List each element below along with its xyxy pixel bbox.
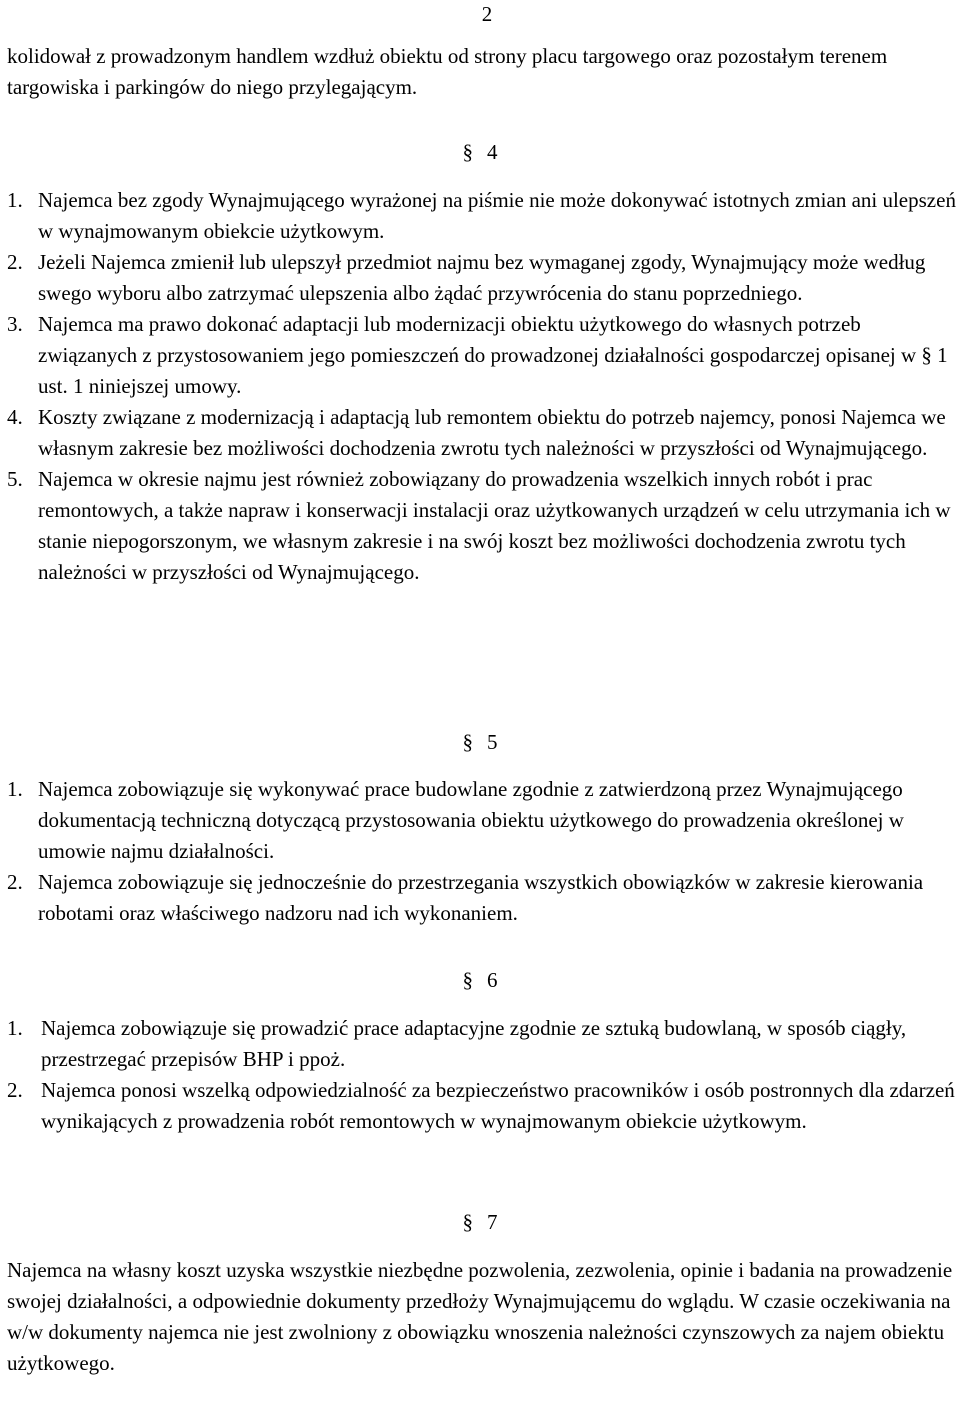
section-heading-4 [0, 137, 960, 168]
list-item [7, 247, 959, 309]
list-item [7, 1075, 959, 1137]
section-7-paragraph: Najemca na własny koszt uzyska wszystkie niezbędne pozwolenia, zezwolenia, opinie i badania na prowadzenie swojej działalności, a odpowiednie dokumenty przedłoży Wynajmującemu do wglądu. W czasie oczekiwania na w/w dokumenty najemca nie jest zwolniony z obowiązku wnoszenia należności czynszowych za najem obiektu użytkowego. [7, 1258, 953, 1375]
item-number: 1. [7, 777, 23, 801]
section-6-list [7, 1013, 959, 1137]
item-number: 2. [7, 250, 23, 274]
section-4-list [7, 185, 959, 588]
item-text: Jeżeli Najemca zmienił lub ulepszył przedmiot najmu bez wymaganej zgody, Wynajmujący może według swego wyboru albo zatrzymać ulepszenia albo żądać przywrócenia do stanu poprzedniego. [38, 250, 926, 305]
item-number: 2. [7, 870, 23, 894]
item-number: 2. [7, 1078, 23, 1102]
item-number: 3. [7, 312, 23, 336]
list-item [7, 185, 959, 247]
section-5-body [7, 774, 959, 929]
list-item [7, 1013, 959, 1075]
section-symbol: § [462, 730, 473, 754]
section-number: 7 [487, 1210, 498, 1234]
item-number: 1. [7, 188, 23, 212]
item-text: Najemca ma prawo dokonać adaptacji lub modernizacji obiektu użytkowego do własnych potrzeb związanych z przystosowaniem jego pomieszczeń do prowadzonej działalności gospodarczej opisanej w § 1 ust. 1 niniejszej umowy. [38, 312, 948, 398]
list-item [7, 309, 959, 402]
section-symbol: § [462, 1210, 473, 1234]
intro-paragraph: kolidował z prowadzonym handlem wzdłuż obiektu od strony placu targowego oraz pozostałym terenem targowiska i parkingów do niego przylegającym. [7, 44, 888, 99]
section-7-body [7, 1255, 959, 1379]
item-text: Najemca zobowiązuje się jednocześnie do przestrzegania wszystkich obowiązków w zakresie kierowania robotami oraz właściwego nadzoru nad ich wykonaniem. [38, 870, 924, 925]
section-number: 6 [487, 968, 498, 992]
item-text: Najemca zobowiązuje się wykonywać prace budowlane zgodnie z zatwierdzoną przez Wynajmującego dokumentacją techniczną dotyczącą przystosowania obiektu użytkowego do prowadzenia określonej w umowie najmu działalności. [38, 777, 904, 863]
list-item [7, 464, 959, 588]
section-heading-7 [0, 1207, 960, 1238]
section-5-list [7, 774, 959, 929]
section-6-body [7, 1013, 959, 1137]
list-item [7, 774, 959, 867]
item-number: 5. [7, 467, 23, 491]
list-item [7, 867, 959, 929]
page-number: 2 [481, 2, 493, 26]
section-heading-6 [0, 965, 960, 996]
item-text: Najemca bez zgody Wynajmującego wyrażonej na piśmie nie może dokonywać istotnych zmian ani ulepszeń w wynajmowanym obiekcie użytkowym. [38, 188, 956, 243]
item-text: Koszty związane z modernizacją i adaptacją lub remontem obiektu do potrzeb najemcy, ponosi Najemca we własnym zakresie bez możliwości dochodzenia zwrotu tych należności w przyszłości od Wynajmującego. [38, 405, 946, 460]
section-number: 5 [487, 730, 498, 754]
intro-paragraph-block [7, 41, 959, 103]
section-4-body [7, 185, 959, 588]
section-heading-5 [0, 727, 960, 758]
item-text: Najemca ponosi wszelką odpowiedzialność za bezpieczeństwo pracowników i osób postronnych dla zdarzeń wynikających z prowadzenia robót remontowych w wynajmowanym obiekcie użytkowym. [41, 1078, 955, 1133]
section-symbol: § [462, 968, 473, 992]
item-number: 4. [7, 405, 23, 429]
section-number: 4 [487, 140, 498, 164]
item-text: Najemca zobowiązuje się prowadzić prace adaptacyjne zgodnie ze sztuką budowlaną, w sposób ciągły, przestrzegać przepisów BHP i ppoż. [41, 1016, 907, 1071]
item-text: Najemca w okresie najmu jest również zobowiązany do prowadzenia wszelkich innych robót i prac remontowych, a także napraw i konserwacji instalacji oraz użytkowanych urządzeń w celu utrzymania ich w stanie niepogorszonym, we własnym zakresie i na swój koszt bez możliwości dochodzenia zwrotu tych należności w przyszłości od Wynajmującego. [38, 467, 951, 584]
section-symbol: § [462, 140, 473, 164]
list-item [7, 402, 959, 464]
item-number: 1. [7, 1016, 23, 1040]
